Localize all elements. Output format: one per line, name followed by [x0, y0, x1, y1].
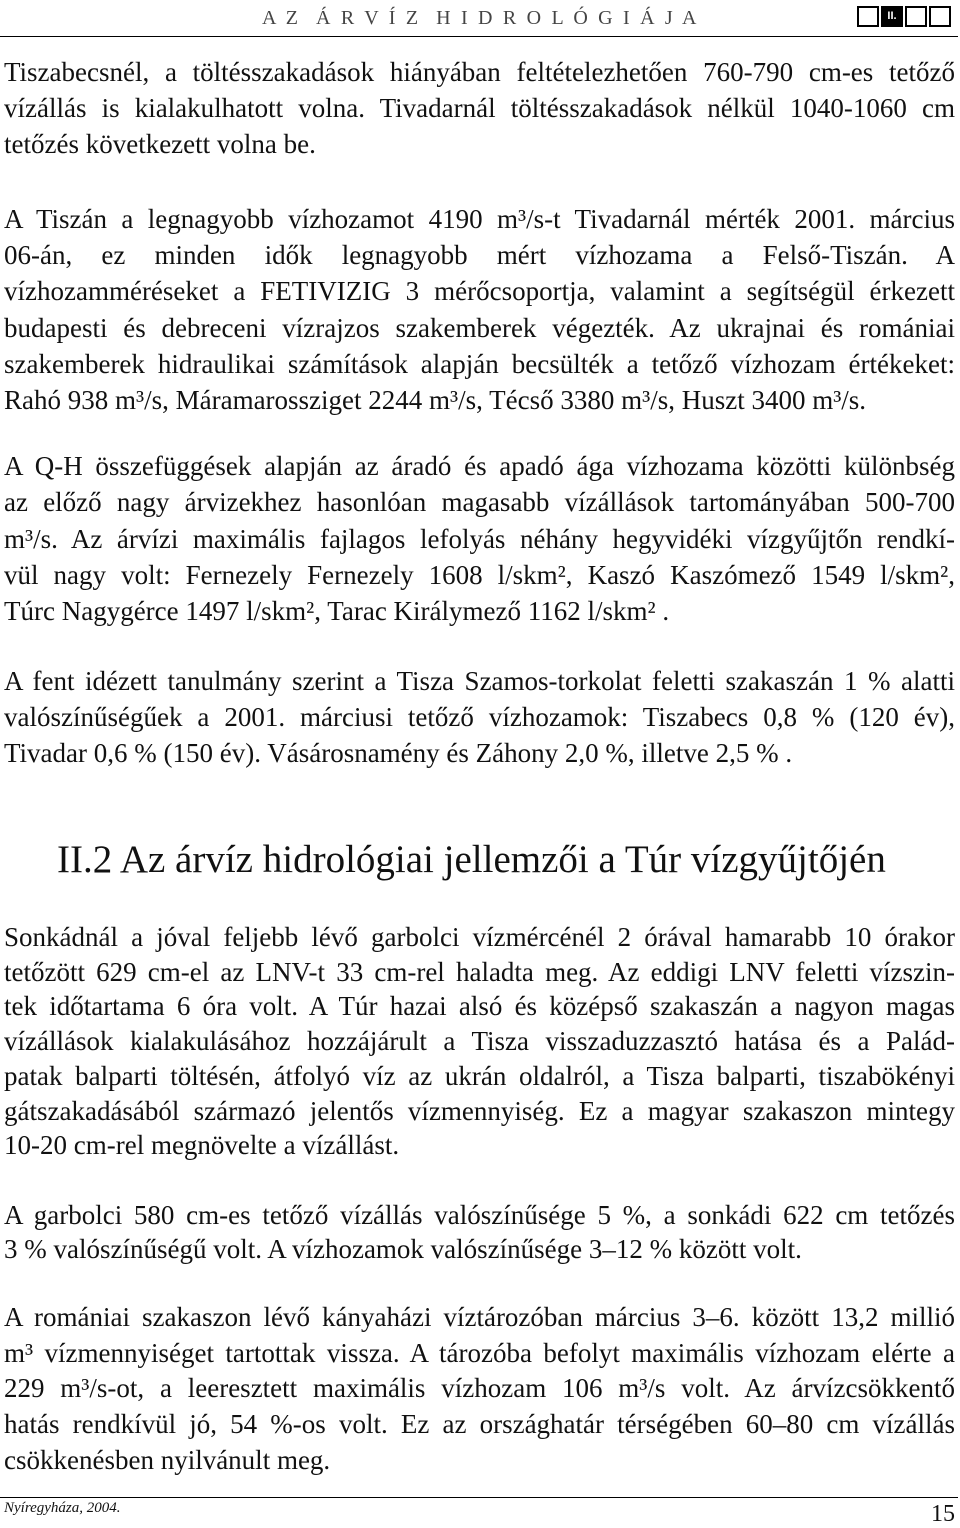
text-line: A Q-H összefüggések alapján az áradó és apadó ága vízhozama közötti különbség: [4, 451, 955, 481]
text-line: m³/s. Az árvízi maximális fajlagos lefolyás néhány hegyvidéki vízgyűjtőn rendkí-: [4, 523, 955, 554]
text-line: vízállás is kialakulhatott volna. Tivadarnál töltésszakadások nélkül 1040-1060 cm: [4, 93, 955, 123]
text-line: csökkenésben nyilvánult meg.: [4, 1444, 331, 1475]
text-line: vízhozamméréseket a FETIVIZIG 3 mérőcsoportja, valamint a segítségül érkezett: [4, 276, 955, 307]
footer-rule: [0, 1497, 958, 1498]
text-line: m³ vízmennyiséget tartottak vissza. A tározóba befolyt maximális vízhozam elérte a: [4, 1337, 955, 1368]
text-line: A romániai szakaszon lévő kányaházi víztározóban március 3–6. között 13,2 millió: [4, 1302, 955, 1332]
running-title: A Z Á R V Í Z H I D R O L Ó G I Á J A: [262, 7, 700, 29]
text-line: gátszakadásából származó jelentős vízmennyiség. Ez a magyar szakaszon mintegy: [4, 1095, 955, 1126]
paragraph: [4, 201, 955, 418]
text-line: vízállások kialakulásához hozzájárult a Tisza visszaduzzasztó hatása és a Palád-: [4, 1026, 955, 1057]
chapter-indicator: [857, 6, 951, 27]
text-line: Tiszabecsnél, a töltésszakadások hiányában feltételezhetően 760-790 cm-es tetőző: [4, 57, 955, 87]
chapter-box-empty: [857, 6, 879, 27]
text-line: Sonkádnál a jóval feljebb lévő garbolci vízmércénél 2 órával hamarabb 10 órakor: [4, 922, 955, 952]
text-line: budapesti és debreceni vízrajzos szakemberek végezték. Az ukrajnai és romániai: [4, 312, 955, 343]
chapter-box-empty: [905, 6, 927, 27]
text-line: Rahó 938 m³/s, Máramarossziget 2244 m³/s, Técső 3380 m³/s, Huszt 3400 m³/s.: [4, 385, 867, 416]
text-line: szakemberek hidraulikai számítások alapján becsülték a tetőző vízhozam értékeket:: [4, 348, 955, 379]
text-line: A garbolci 580 cm-es tetőző vízállás valószínűsége 5 %, a sonkádi 622 cm tetőzés: [4, 1200, 955, 1230]
text-line: tetőzés következett volna be.: [4, 129, 316, 159]
text-line: A Tiszán a legnagyobb vízhozamot 4190 m³/s-t Tivadarnál mérték 2001. március: [4, 204, 955, 234]
text-line: az előző nagy árvizekhez hasonlóan magasabb vízállások tartományában 500-700: [4, 487, 955, 518]
paragraph: [4, 920, 955, 1163]
text-line: patak balparti töltésén, átfolyó víz az ukrán oldalról, a Tisza balparti, tiszabökényi: [4, 1060, 955, 1091]
text-line: A fent idézett tanulmány szerint a Tisza Szamos-torkolat feletti szakaszán 1 % alatti: [4, 666, 955, 696]
text-line: 229 m³/s-ot, a leeresztett maximális vízhozam 106 m³/s volt. Az árvízcsökkentő: [4, 1373, 955, 1404]
text-line: 06-án, ez minden idők legnagyobb mért vízhozama a Felső-Tiszán. A: [4, 240, 955, 271]
text-line: Tivadar 0,6 % (150 év). Vásárosnamény és Záhony 2,0 %, illetve 2,5 % .: [4, 738, 793, 768]
chapter-box-empty: [929, 6, 951, 27]
paragraph: [4, 448, 955, 629]
text-line: valószínűségűek a 2001. márciusi tetőző vízhozamok: Tiszabecs 0,8 % (120 év),: [4, 702, 955, 732]
text-line: Túrc Nagygérce 1497 l/skm², Tarac Királymező 1162 l/skm² .: [4, 596, 670, 627]
text-line: vül nagy volt: Fernezely Fernezely 1608 l/skm², Kaszó Kaszómező 1549 l/skm²,: [4, 559, 955, 590]
text-line: tek időtartama 6 óra volt. A Túr hazai alsó és középső szakaszán a nagyon magas: [4, 991, 955, 1022]
page-number: 15: [931, 1501, 955, 1527]
chapter-box-current: II.: [881, 6, 903, 27]
text-line: 10-20 cm-rel megnövelte a vízállást.: [4, 1130, 400, 1161]
text-line: hatás rendkívül jó, 54 %-os volt. Ez az országhatár térségében 60–80 cm vízállás: [4, 1409, 955, 1440]
paragraph: [4, 663, 955, 771]
paragraph: [4, 1300, 955, 1479]
text-line: 3 % valószínűségű volt. A vízhozamok valószínűsége 3–12 % között volt.: [4, 1234, 802, 1264]
section-heading: II.2 Az árvíz hidrológiai jellemzői a Túr vízgyűjtőjén: [57, 838, 886, 881]
footer-place-date: Nyíregyháza, 2004.: [4, 1500, 121, 1516]
paragraph: [4, 1198, 955, 1266]
paragraph: [4, 54, 955, 162]
text-line: tetőzött 629 cm-el az LNV-t 33 cm-rel haladta meg. Az eddigi LNV feletti vízszin-: [4, 956, 955, 987]
header-rule: [0, 36, 958, 37]
